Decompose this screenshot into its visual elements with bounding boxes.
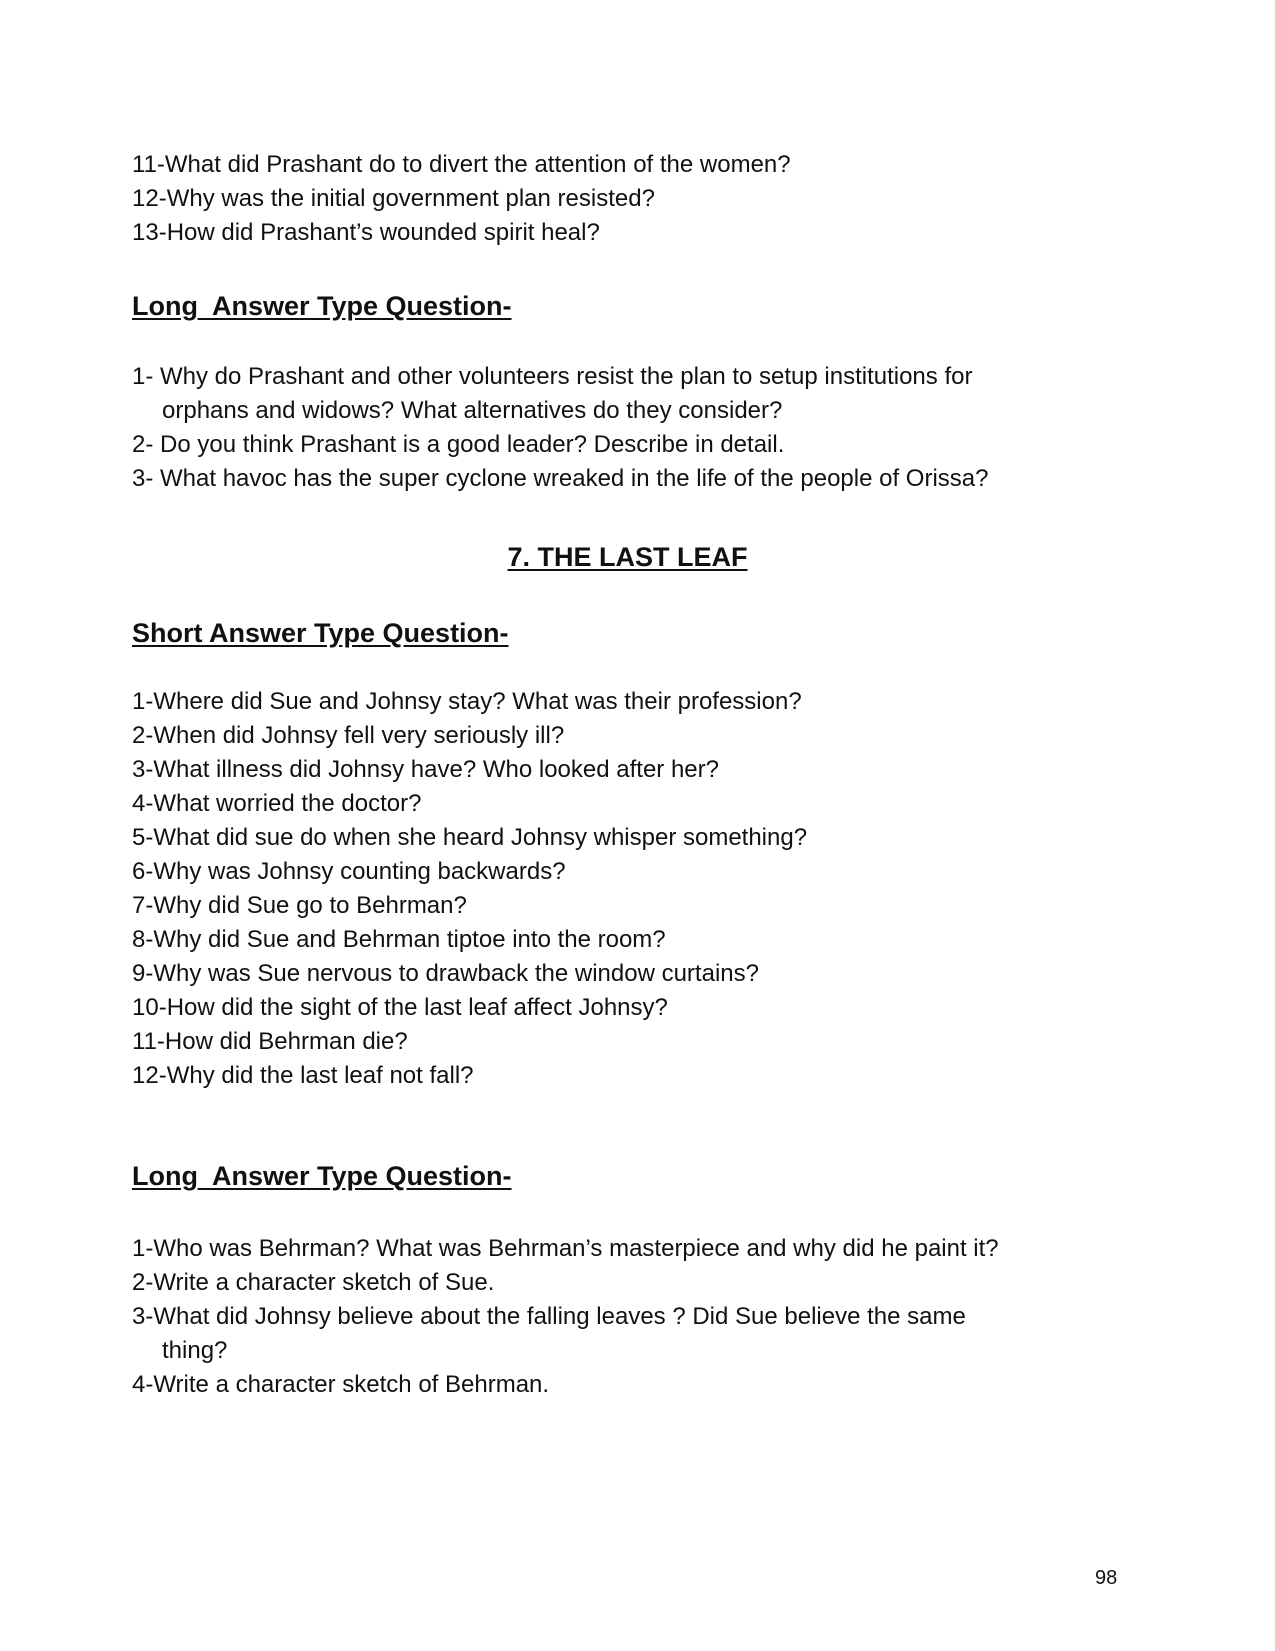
question-item: 5-What did sue do when she heard Johnsy whisper something? xyxy=(132,824,808,851)
question-item: 8-Why did Sue and Behrman tiptoe into the room? xyxy=(132,926,666,953)
question-item: 11-How did Behrman die? xyxy=(132,1028,408,1055)
question-item: 2- Do you think Prashant is a good leader? Describe in detail. xyxy=(132,431,785,458)
question-item: 1-Where did Sue and Johnsy stay? What was their profession? xyxy=(132,688,802,715)
section-heading-long-answer: Long Answer Type Question- xyxy=(132,291,512,321)
question-item: 4-Write a character sketch of Behrman. xyxy=(132,1371,550,1398)
question-item: 6-Why was Johnsy counting backwards? xyxy=(132,858,566,885)
question-item-continuation: thing? xyxy=(162,1337,228,1364)
question-item: 1-Who was Behrman? What was Behrman’s masterpiece and why did he paint it? xyxy=(132,1235,999,1262)
question-item: 9-Why was Sue nervous to drawback the window curtains? xyxy=(132,960,759,987)
section-heading-short-answer: Short Answer Type Question- xyxy=(132,618,509,648)
question-item: 12-Why was the initial government plan resisted? xyxy=(132,185,655,212)
question-item: 10-How did the sight of the last leaf affect Johnsy? xyxy=(132,994,668,1021)
question-item: 1- Why do Prashant and other volunteers resist the plan to setup institutions for xyxy=(132,363,973,390)
question-item: 2-When did Johnsy fell very seriously ill? xyxy=(132,722,565,749)
question-item: 3- What havoc has the super cyclone wreaked in the life of the people of Orissa? xyxy=(132,465,989,492)
question-item: 3-What did Johnsy believe about the falling leaves ? Did Sue believe the same xyxy=(132,1303,966,1330)
question-item: 11-What did Prashant do to divert the attention of the women? xyxy=(132,151,791,178)
section-heading-long-answer: Long Answer Type Question- xyxy=(132,1161,512,1191)
question-item: 7-Why did Sue go to Behrman? xyxy=(132,892,467,919)
page-number: 98 xyxy=(1095,1567,1118,1589)
question-item: 4-What worried the doctor? xyxy=(132,790,422,817)
question-item: 12-Why did the last leaf not fall? xyxy=(132,1062,474,1089)
question-item: 13-How did Prashant’s wounded spirit heal? xyxy=(132,219,600,246)
chapter-title: 7. THE LAST LEAF xyxy=(507,542,748,572)
question-item: 2-Write a character sketch of Sue. xyxy=(132,1269,495,1296)
question-item-continuation: orphans and widows? What alternatives do they consider? xyxy=(162,397,783,424)
question-item: 3-What illness did Johnsy have? Who looked after her? xyxy=(132,756,719,783)
